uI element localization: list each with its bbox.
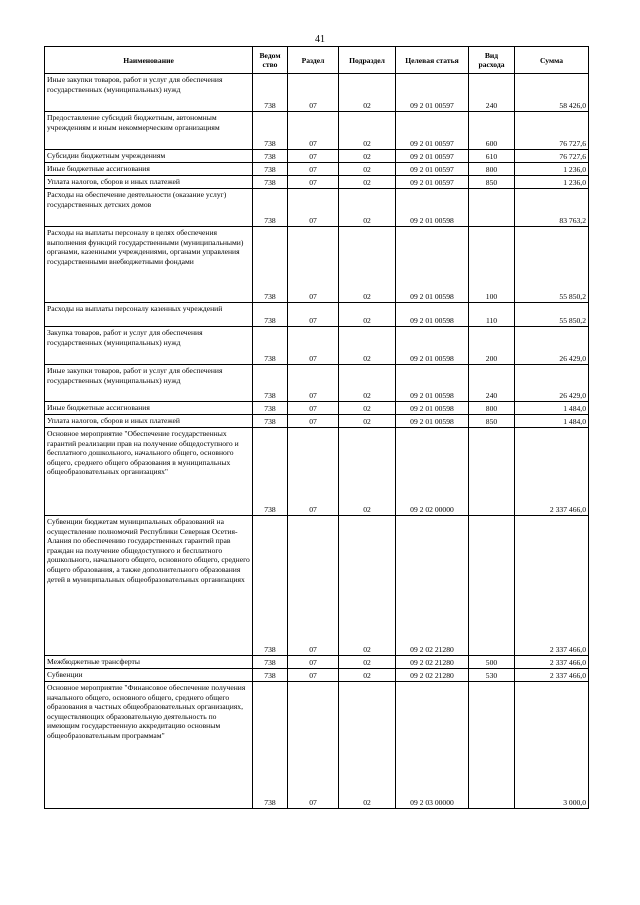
- table-cell-vid-raskhoda: 800: [469, 163, 515, 176]
- table-cell-podrazdel: 02: [339, 682, 396, 809]
- table-cell-summa: 76 727,6: [515, 112, 589, 150]
- table-cell-razdel: 07: [288, 402, 339, 415]
- table-cell-vid-raskhoda: 850: [469, 176, 515, 189]
- table-cell-vedomstvo: 738: [253, 74, 288, 112]
- table-cell-name: Уплата налогов, сборов и иных платежей: [45, 415, 253, 428]
- table-row: [45, 163, 589, 176]
- table-cell-celevaya-statya: 09 2 01 00597: [396, 112, 469, 150]
- table-cell-vedomstvo: 738: [253, 365, 288, 402]
- table-cell-podrazdel: 02: [339, 402, 396, 415]
- table-cell-vid-raskhoda: 850: [469, 415, 515, 428]
- table-cell-celevaya-statya: 09 2 02 21280: [396, 516, 469, 656]
- table-cell-vedomstvo: 738: [253, 656, 288, 669]
- table-cell-summa: 58 426,0: [515, 74, 589, 112]
- table-cell-podrazdel: 02: [339, 227, 396, 303]
- table-cell-celevaya-statya: 09 2 01 00598: [396, 415, 469, 428]
- table-row: [45, 428, 589, 516]
- table-cell-vid-raskhoda: 800: [469, 402, 515, 415]
- table-cell-podrazdel: 02: [339, 365, 396, 402]
- table-row: [45, 516, 589, 656]
- table-cell-vid-raskhoda: 500: [469, 656, 515, 669]
- table-cell-celevaya-statya: 09 2 01 00597: [396, 150, 469, 163]
- table-cell-vid-raskhoda: 530: [469, 669, 515, 682]
- table-cell-vedomstvo: 738: [253, 227, 288, 303]
- header-summa: Сумма: [515, 47, 589, 74]
- table-row: [45, 402, 589, 415]
- page-number: 41: [315, 34, 325, 45]
- table-cell-name: Межбюджетные трансферты: [45, 656, 253, 669]
- table-cell-vedomstvo: 738: [253, 428, 288, 516]
- table-cell-summa: 1 236,0: [515, 163, 589, 176]
- table-cell-summa: 2 337 466,0: [515, 656, 589, 669]
- table-cell-podrazdel: 02: [339, 74, 396, 112]
- table-cell-celevaya-statya: 09 2 02 21280: [396, 669, 469, 682]
- table-cell-vedomstvo: 738: [253, 669, 288, 682]
- table-cell-razdel: 07: [288, 428, 339, 516]
- table-cell-razdel: 07: [288, 150, 339, 163]
- table-cell-name: Уплата налогов, сборов и иных платежей: [45, 176, 253, 189]
- table-cell-summa: 3 000,0: [515, 682, 589, 809]
- table-cell-summa: 83 763,2: [515, 189, 589, 227]
- table-cell-celevaya-statya: 09 2 01 00598: [396, 227, 469, 303]
- table-cell-celevaya-statya: 09 2 01 00598: [396, 189, 469, 227]
- table-cell-podrazdel: 02: [339, 669, 396, 682]
- table-cell-name: Предоставление субсидий бюджетным, автономным учреждениям и иным некоммерческим организациям: [45, 112, 253, 150]
- header-vedomstvo: Ведом ство: [253, 47, 288, 74]
- table-cell-celevaya-statya: 09 2 01 00597: [396, 74, 469, 112]
- table-cell-razdel: 07: [288, 669, 339, 682]
- table-cell-vid-raskhoda: [469, 428, 515, 516]
- table-row: [45, 656, 589, 669]
- table-cell-summa: 2 337 466,0: [515, 516, 589, 656]
- table-cell-summa: 1 484,0: [515, 402, 589, 415]
- table-cell-celevaya-statya: 09 2 02 00000: [396, 428, 469, 516]
- table-cell-podrazdel: 02: [339, 415, 396, 428]
- table-cell-podrazdel: 02: [339, 163, 396, 176]
- table-cell-podrazdel: 02: [339, 428, 396, 516]
- table-cell-summa: 2 337 466,0: [515, 428, 589, 516]
- table-cell-razdel: 07: [288, 189, 339, 227]
- table-cell-razdel: 07: [288, 227, 339, 303]
- table-cell-name: Расходы на обеспечение деятельности (оказание услуг) государственных детских домов: [45, 189, 253, 227]
- header-celevaya-statya: Целевая статья: [396, 47, 469, 74]
- table-body: [45, 74, 589, 809]
- table-cell-summa: 1 236,0: [515, 176, 589, 189]
- table-cell-summa: 26 429,0: [515, 327, 589, 365]
- table-cell-name: Основное мероприятие "Финансовое обеспечение получения начального общего, основного общего, среднего общего образования в частных общеобразовательных организациях, осуществляющих образовательную деятельность по имеющим государственную аккредитацию основным общеобразовательным программам": [45, 682, 253, 809]
- table-cell-name: Расходы на выплаты персоналу казенных учреждений: [45, 303, 253, 327]
- table-cell-razdel: 07: [288, 327, 339, 365]
- table-cell-summa: 2 337 466,0: [515, 669, 589, 682]
- table-row: [45, 303, 589, 327]
- table-cell-vid-raskhoda: 240: [469, 74, 515, 112]
- table-cell-razdel: 07: [288, 415, 339, 428]
- table-cell-name: Иные бюджетные ассигнования: [45, 163, 253, 176]
- table-cell-vid-raskhoda: 100: [469, 227, 515, 303]
- header-vid-raskhoda: Вид расхода: [469, 47, 515, 74]
- table-cell-vedomstvo: 738: [253, 163, 288, 176]
- table-cell-podrazdel: 02: [339, 656, 396, 669]
- table-cell-razdel: 07: [288, 176, 339, 189]
- budget-table: [44, 46, 589, 809]
- table-row: [45, 669, 589, 682]
- table-cell-vedomstvo: 738: [253, 303, 288, 327]
- table-cell-podrazdel: 02: [339, 150, 396, 163]
- table-cell-celevaya-statya: 09 2 01 00598: [396, 365, 469, 402]
- table-cell-vedomstvo: 738: [253, 516, 288, 656]
- table-cell-vedomstvo: 738: [253, 189, 288, 227]
- table-cell-vid-raskhoda: [469, 516, 515, 656]
- table-row: [45, 365, 589, 402]
- table-cell-razdel: 07: [288, 112, 339, 150]
- table-cell-razdel: 07: [288, 365, 339, 402]
- table-cell-razdel: 07: [288, 74, 339, 112]
- table-cell-name: Иные закупки товаров, работ и услуг для обеспечения государственных (муниципальных) нужд: [45, 365, 253, 402]
- table-cell-vedomstvo: 738: [253, 402, 288, 415]
- table-cell-summa: 55 850,2: [515, 303, 589, 327]
- table-cell-vid-raskhoda: [469, 682, 515, 809]
- table-cell-podrazdel: 02: [339, 303, 396, 327]
- table-cell-podrazdel: 02: [339, 516, 396, 656]
- table-cell-vedomstvo: 738: [253, 176, 288, 189]
- header-name: Наименование: [45, 47, 253, 74]
- table-cell-vedomstvo: 738: [253, 415, 288, 428]
- table-cell-name: Закупка товаров, работ и услуг для обеспечения государственных (муниципальных) нужд: [45, 327, 253, 365]
- table-cell-vedomstvo: 738: [253, 112, 288, 150]
- table-cell-razdel: 07: [288, 303, 339, 327]
- table-cell-vid-raskhoda: [469, 189, 515, 227]
- table-cell-podrazdel: 02: [339, 189, 396, 227]
- table-cell-vid-raskhoda: 610: [469, 150, 515, 163]
- table-cell-vid-raskhoda: 200: [469, 327, 515, 365]
- table-cell-celevaya-statya: 09 2 02 21280: [396, 656, 469, 669]
- table-row: [45, 150, 589, 163]
- table-cell-vedomstvo: 738: [253, 150, 288, 163]
- header-podrazdel: Подраздел: [339, 47, 396, 74]
- table-cell-name: Иные бюджетные ассигнования: [45, 402, 253, 415]
- table-cell-summa: 26 429,0: [515, 365, 589, 402]
- table-row: [45, 189, 589, 227]
- table-cell-vid-raskhoda: 110: [469, 303, 515, 327]
- table-cell-celevaya-statya: 09 2 01 00597: [396, 176, 469, 189]
- table-cell-summa: 55 850,2: [515, 227, 589, 303]
- table-cell-vid-raskhoda: 600: [469, 112, 515, 150]
- table-cell-razdel: 07: [288, 516, 339, 656]
- table-cell-vid-raskhoda: 240: [469, 365, 515, 402]
- table-row: [45, 176, 589, 189]
- table-cell-podrazdel: 02: [339, 176, 396, 189]
- table-row: [45, 682, 589, 809]
- table-cell-name: Субсидии бюджетным учреждениям: [45, 150, 253, 163]
- table-cell-summa: 76 727,6: [515, 150, 589, 163]
- table-row: [45, 415, 589, 428]
- table-cell-summa: 1 484,0: [515, 415, 589, 428]
- table-row: [45, 74, 589, 112]
- table-cell-celevaya-statya: 09 2 03 00000: [396, 682, 469, 809]
- table-cell-razdel: 07: [288, 163, 339, 176]
- table-cell-celevaya-statya: 09 2 01 00598: [396, 303, 469, 327]
- table-cell-celevaya-statya: 09 2 01 00598: [396, 327, 469, 365]
- table-cell-vedomstvo: 738: [253, 682, 288, 809]
- table-cell-name: Субвенции: [45, 669, 253, 682]
- table-cell-razdel: 07: [288, 656, 339, 669]
- table-row: [45, 227, 589, 303]
- table-cell-celevaya-statya: 09 2 01 00597: [396, 163, 469, 176]
- header-razdel: Раздел: [288, 47, 339, 74]
- table-cell-podrazdel: 02: [339, 327, 396, 365]
- table-cell-name: Расходы на выплаты персоналу в целях обеспечения выполнения функций государственными (муниципальными) органами, казенными учреждениями, органами управления государственными внебюджетными фондами: [45, 227, 253, 303]
- table-header-row: [45, 47, 589, 74]
- table-cell-celevaya-statya: 09 2 01 00598: [396, 402, 469, 415]
- table-cell-name: Субвенции бюджетам муниципальных образований на осуществление полномочий Республики Северная Осетия-Алания по обеспечению государственных гарантий прав граждан на получение общедоступного и бесплатного дошкольного, начального общего, основного общего, среднего общего образования, а также дополнительного образования детей в муниципальных общеобразовательных организациях: [45, 516, 253, 656]
- table-cell-name: Иные закупки товаров, работ и услуг для обеспечения государственных (муниципальных) нужд: [45, 74, 253, 112]
- table-row: [45, 112, 589, 150]
- table-cell-name: Основное мероприятие "Обеспечение государственных гарантий реализации прав на получение общедоступного и бесплатного дошкольного, начального общего, основного общего, среднего общего образования в муниципальных общеобразовательных организациях": [45, 428, 253, 516]
- table-cell-razdel: 07: [288, 682, 339, 809]
- table-row: [45, 327, 589, 365]
- table-cell-vedomstvo: 738: [253, 327, 288, 365]
- table-cell-podrazdel: 02: [339, 112, 396, 150]
